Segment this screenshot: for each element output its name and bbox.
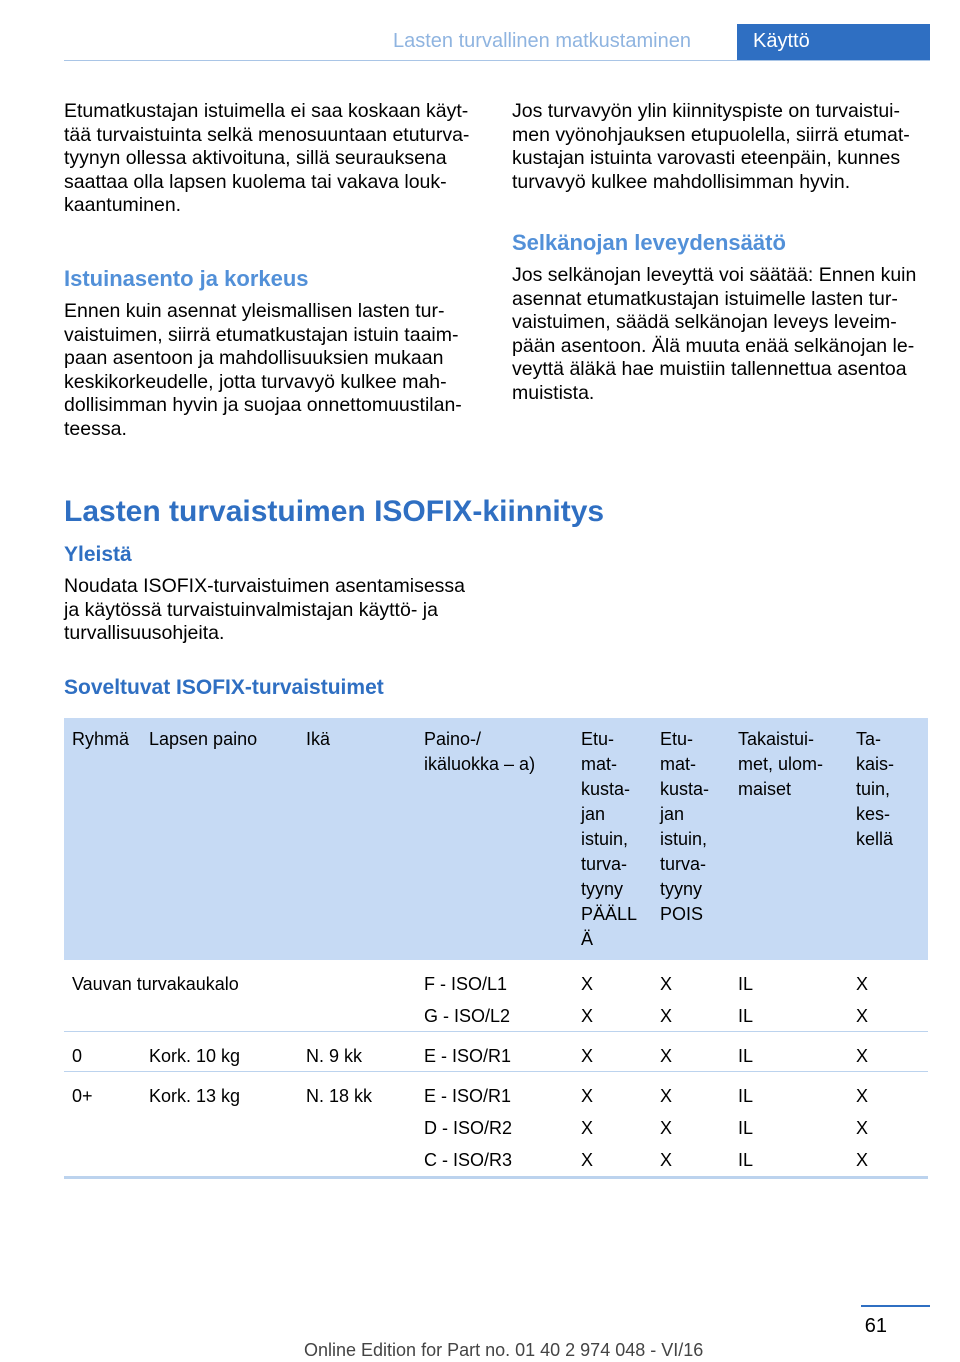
table-cell [72,968,239,1000]
cell-line: Ikä [306,729,331,749]
table-cell [306,1040,362,1072]
cell-line: E - ISO/R1 [424,1086,512,1106]
cell-line: Kork. 13 kg [149,1086,241,1106]
header-rule [64,60,930,61]
cell-line: X [856,1118,869,1138]
cell-line: Ä [581,929,594,949]
cell-line: Ryhmä [72,729,130,749]
cell-line: 0 [72,1046,83,1066]
text-line: vaistuimen, säädä selkänojan leveys leveim‐ [512,311,897,334]
table-header-cell [856,727,894,852]
cell-line: kusta- [660,779,710,799]
table-cell [856,968,868,1032]
row-divider [64,1031,928,1032]
cell-line: Etu- [660,729,694,749]
cell-line: istuin, [660,829,708,849]
cell-line: X [660,1086,673,1106]
table-cell [581,968,593,1032]
text-line: pään asentoon. Älä muuta enää selkänojan le‐ [512,334,915,357]
cell-line: met, ulom- [738,754,824,774]
text-line: turvavyö kulkee mahdollisimman hyvin. [512,170,851,193]
cell-line: mat- [581,754,617,774]
text-line: Jos selkänojan leveyttä voi säätää: Ennen kuin [512,264,917,286]
cell-line: istuin, [581,829,629,849]
cell-line: kusta- [581,779,631,799]
text-line: tää turvaistuinta selkä menosuuntaan etuturva‐ [64,123,470,146]
table-cell [856,1040,868,1072]
text-line: Etumatkustajan istuimella ei saa koskaan käyt‐ [64,100,469,122]
text-line: kaantuminen. [64,194,182,217]
cell-line: IL [738,1046,754,1066]
cell-line: IL [738,1150,754,1170]
text-line: ja käytössä turvaistuinvalmistajan käyttö- ja [64,598,438,621]
cell-line: X [856,1006,869,1026]
table-cell [581,1080,593,1176]
cell-line: X [581,1118,594,1138]
table-header-cell [149,727,257,752]
cell-line: jan [660,804,685,824]
text-line: teessa. [64,417,127,440]
table-header-cell [72,727,129,752]
table-cell [72,1080,93,1112]
text-line: turvallisuusohjeita. [64,622,225,645]
right-paragraph-2 [512,264,932,406]
table-cell [581,1040,593,1072]
cell-line: X [660,1046,673,1066]
table-header-cell [581,727,637,952]
cell-line: Etu- [581,729,615,749]
cell-line: X [660,974,673,994]
left-paragraph-2 [64,300,484,442]
table-cell [72,1040,82,1072]
cell-line: X [856,974,869,994]
cell-line: X [581,1046,594,1066]
table-cell [424,1040,511,1072]
cell-line: Paino-/ [424,729,482,749]
chapter-tab [737,24,930,61]
text-line: Ennen kuin asennat yleismallisen lasten tur‐ [64,300,445,322]
cell-line: X [660,1118,673,1138]
cell-line: POIS [660,904,704,924]
cell-line: 0+ [72,1086,93,1106]
section-title: Lasten turvaistuimen ISOFIX-kiinnitys [64,495,605,528]
table-cell [660,1040,672,1072]
cell-line: kais- [856,754,895,774]
cell-line: ikäluokka – a) [424,754,536,774]
cell-line: N. 18 kk [306,1086,373,1106]
subheading-suitable-seats: Soveltuvat ISOFIX-turvaistuimet [64,676,384,699]
cell-line: turva- [581,854,628,874]
table-cell [856,1080,868,1176]
cell-line: Vauvan turvakaukalo [72,974,239,994]
table-cell [660,1080,672,1176]
text-line: vaistuimen, siirrä etumatkustajan istuin taaim‐ [64,323,459,346]
text-line: tyynyn ollessa aktivoituna, sillä seurauksena [64,147,447,170]
cell-line: IL [738,1086,754,1106]
cell-line: tuin, [856,779,891,799]
cell-line: G - ISO/L2 [424,1006,511,1026]
table-cell [660,968,672,1032]
cell-line: X [856,1046,869,1066]
cell-line: maiset [738,779,792,799]
text-line: muistista. [512,381,595,404]
footer-edition: Online Edition for Part no. 01 40 2 974 048 - VI/16 [304,1340,704,1360]
table-bottom-rule [64,1176,928,1179]
heading-seat-position: Istuinasento ja korkeus [64,266,309,291]
cell-line: tyyny [660,879,703,899]
cell-line: kes- [856,804,891,824]
cell-line: IL [738,1118,754,1138]
cell-line: X [581,1150,594,1170]
cell-line: kellä [856,829,894,849]
table-cell [738,968,753,1032]
right-paragraph-1 [512,100,932,194]
general-paragraph [64,575,504,646]
cell-line: F - ISO/L1 [424,974,508,994]
cell-line: IL [738,1006,754,1026]
left-paragraph-1 [64,100,484,218]
cell-line: X [856,1150,869,1170]
text-line: Jos turvavyön ylin kiinnityspiste on turvaistui‐ [512,100,900,122]
text-line: keskikorkeudelle, jotta turvavyö kulkee mah‐ [64,370,447,393]
table-cell [306,1080,372,1112]
table-header-cell [738,727,823,802]
heading-backrest-width: Selkänojan leveydensäätö [512,230,786,255]
page-number-rule [861,1305,930,1307]
table-cell [149,1080,240,1112]
cell-line: C - ISO/R3 [424,1150,513,1170]
text-line: kustajan istuinta varovasti eteenpäin, kunnes [512,147,901,170]
cell-line: mat- [660,754,696,774]
cell-line: Lapsen paino [149,729,258,749]
text-line: asennat etumatkustajan istuimelle lasten tur‐ [512,287,898,310]
table-cell [738,1080,753,1176]
table-cell [424,1080,512,1176]
text-line: paan asentoon ja mahdollisuuksien mukaan [64,347,444,370]
cell-line: X [581,974,594,994]
text-line: dollisimman hyvin ja suojaa onnettomuustilan‐ [64,394,462,417]
cell-line: Kork. 10 kg [149,1046,241,1066]
subheading-general: Yleistä [64,543,132,566]
cell-line: X [581,1086,594,1106]
table-header-cell [306,727,330,752]
text-line: saattaa olla lapsen kuolema tai vakava louk‐ [64,170,447,193]
chapter-tab-label: Käyttö [753,30,810,52]
cell-line: X [660,1006,673,1026]
text-line: men vyönohjauksen etupuolella, siirrä etumat‐ [512,123,910,146]
table-cell [424,968,510,1032]
cell-line: jan [581,804,606,824]
cell-line: PÄÄLL [581,904,638,924]
text-line: veyttä äläkä hae muistiin tallennettua asentoa [512,358,907,381]
table-header-cell [660,727,709,927]
cell-line: X [660,1150,673,1170]
cell-line: IL [738,974,754,994]
cell-line: X [581,1006,594,1026]
page-number: 61 [864,1315,887,1337]
table-cell [738,1040,753,1072]
cell-line: D - ISO/R2 [424,1118,513,1138]
cell-line: X [856,1086,869,1106]
cell-line: turva- [660,854,707,874]
table-header-cell [424,727,535,777]
text-line: Noudata ISOFIX-turvaistuimen asentamisessa [64,575,466,597]
row-divider [64,1071,928,1072]
cell-line: Takaistui- [738,729,815,749]
cell-line: E - ISO/R1 [424,1046,512,1066]
table-cell [149,1040,240,1072]
cell-line: Ta- [856,729,882,749]
running-header-title: Lasten turvallinen matkustaminen [393,30,691,52]
cell-line: tyyny [581,879,624,899]
cell-line: N. 9 kk [306,1046,363,1066]
